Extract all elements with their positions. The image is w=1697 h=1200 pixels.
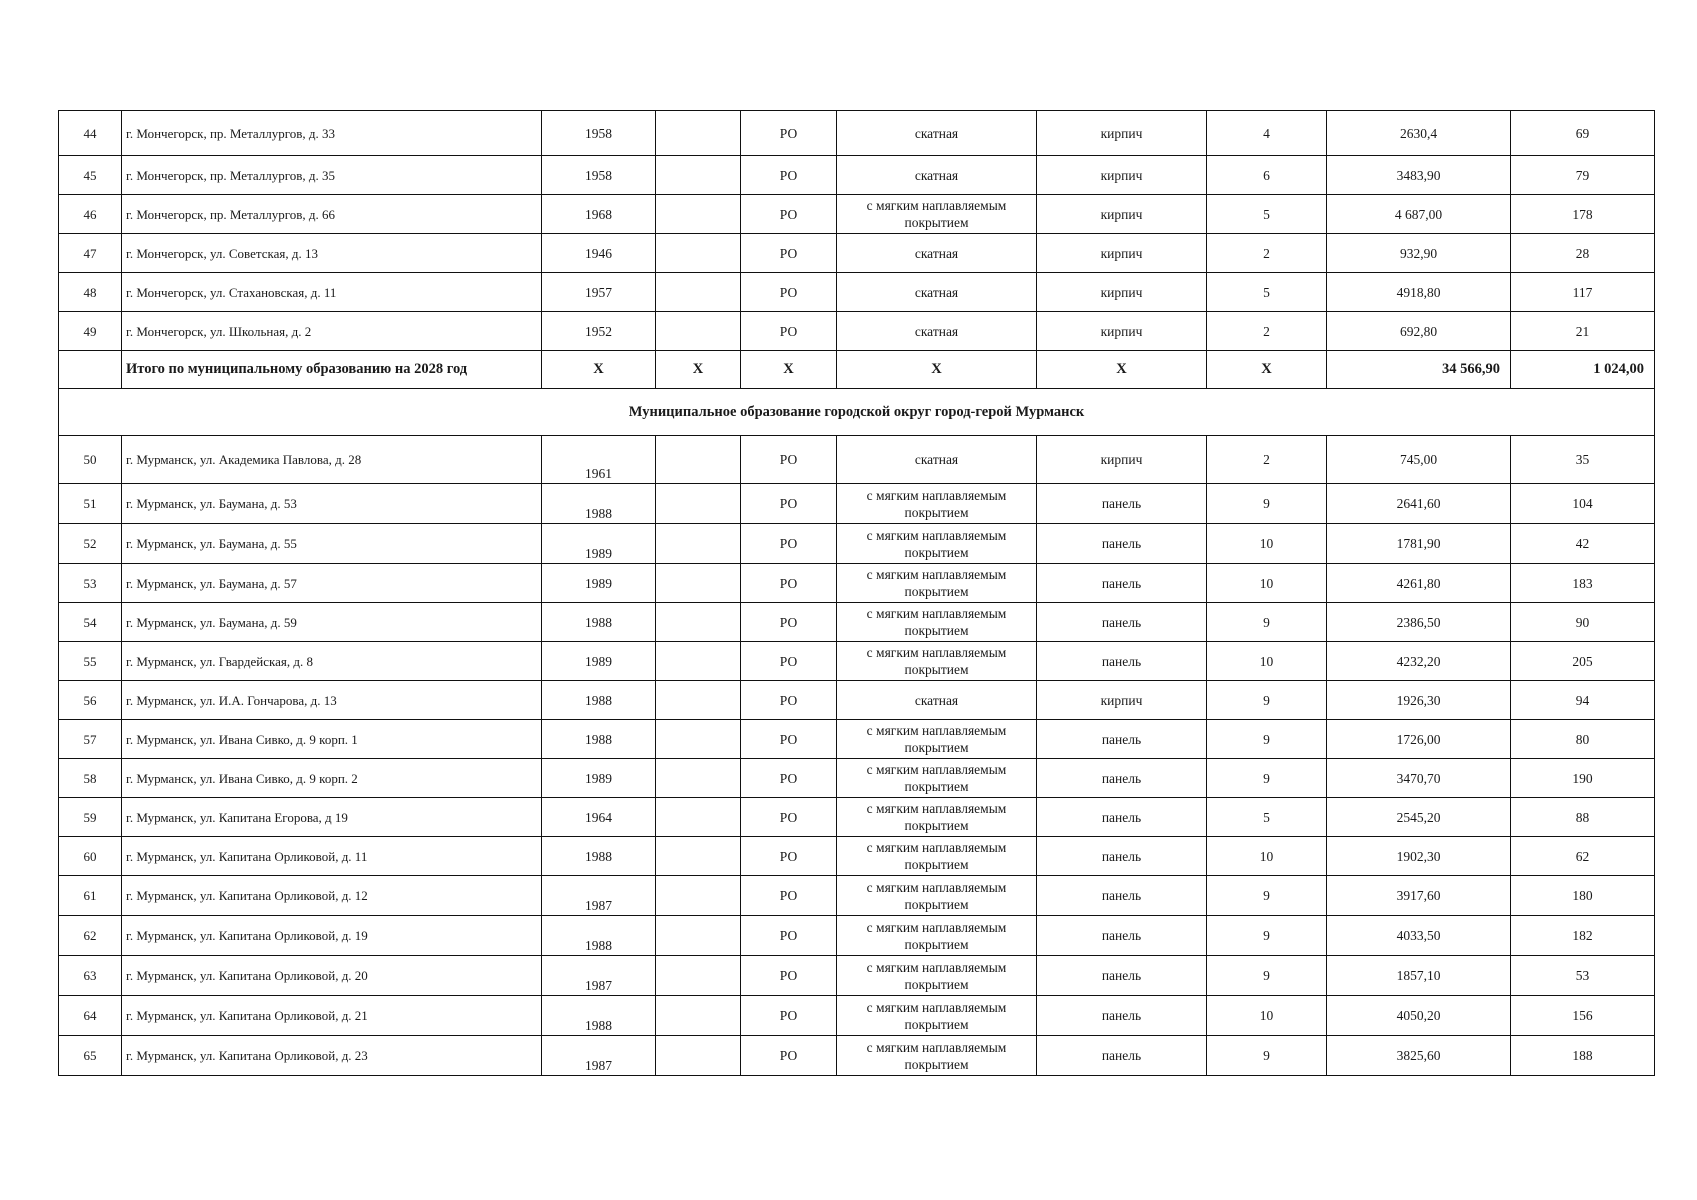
area-cell: 4232,20 <box>1327 642 1511 681</box>
row-number: 55 <box>59 642 122 681</box>
year-cell: 1989 <box>542 524 656 564</box>
roof-type-cell: скатная <box>837 436 1037 484</box>
total-mark: X <box>741 351 837 389</box>
area-cell: 2386,50 <box>1327 603 1511 642</box>
year-cell: 1988 <box>542 720 656 759</box>
floors-cell: 6 <box>1207 156 1327 195</box>
row-number: 62 <box>59 916 122 956</box>
program-type-cell: РО <box>741 642 837 681</box>
floors-cell: 9 <box>1207 720 1327 759</box>
address-cell: г. Мончегорск, пр. Металлургов, д. 66 <box>122 195 542 234</box>
row-number: 49 <box>59 312 122 351</box>
residents-cell: 53 <box>1511 956 1655 996</box>
rows-monchegorsk <box>59 111 1655 351</box>
empty-cell <box>656 564 741 603</box>
total-mark: X <box>1207 351 1327 389</box>
total-mark: X <box>837 351 1037 389</box>
residents-cell: 183 <box>1511 564 1655 603</box>
program-type-cell: РО <box>741 195 837 234</box>
program-type-cell: РО <box>741 996 837 1036</box>
floors-cell: 9 <box>1207 603 1327 642</box>
wall-material-cell: панель <box>1037 642 1207 681</box>
program-type-cell: РО <box>741 720 837 759</box>
roof-type-cell: скатная <box>837 156 1037 195</box>
year-cell: 1987 <box>542 1036 656 1076</box>
table-row <box>59 876 1655 916</box>
roof-type-cell: с мягким наплавляемым покрытием <box>837 916 1037 956</box>
empty-cell <box>656 720 741 759</box>
floors-cell: 5 <box>1207 195 1327 234</box>
row-number: 46 <box>59 195 122 234</box>
address-cell: г. Мурманск, ул. Капитана Орликовой, д. 12 <box>122 876 542 916</box>
row-number: 58 <box>59 759 122 798</box>
program-type-cell: РО <box>741 759 837 798</box>
address-cell: г. Мурманск, ул. Гвардейская, д. 8 <box>122 642 542 681</box>
residents-cell: 21 <box>1511 312 1655 351</box>
area-cell: 3483,90 <box>1327 156 1511 195</box>
year-cell: 1964 <box>542 798 656 837</box>
wall-material-cell: кирпич <box>1037 273 1207 312</box>
row-number: 47 <box>59 234 122 273</box>
year-cell: 1946 <box>542 234 656 273</box>
wall-material-cell: панель <box>1037 720 1207 759</box>
empty-cell <box>656 436 741 484</box>
area-cell: 1926,30 <box>1327 681 1511 720</box>
table-row <box>59 1036 1655 1076</box>
program-type-cell: РО <box>741 156 837 195</box>
wall-material-cell: панель <box>1037 996 1207 1036</box>
area-cell: 3917,60 <box>1327 876 1511 916</box>
roof-type-cell: с мягким наплавляемым покрытием <box>837 956 1037 996</box>
total-empty-cell <box>59 351 122 389</box>
program-type-cell: РО <box>741 916 837 956</box>
table-row <box>59 956 1655 996</box>
floors-cell: 9 <box>1207 759 1327 798</box>
roof-type-cell: скатная <box>837 681 1037 720</box>
residents-cell: 182 <box>1511 916 1655 956</box>
empty-cell <box>656 603 741 642</box>
program-type-cell: РО <box>741 1036 837 1076</box>
wall-material-cell: кирпич <box>1037 312 1207 351</box>
address-cell: г. Мончегорск, пр. Металлургов, д. 33 <box>122 111 542 156</box>
residents-cell: 156 <box>1511 996 1655 1036</box>
area-cell: 692,80 <box>1327 312 1511 351</box>
empty-cell <box>656 916 741 956</box>
table-row <box>59 312 1655 351</box>
table-row <box>59 916 1655 956</box>
empty-cell <box>656 876 741 916</box>
program-type-cell: РО <box>741 484 837 524</box>
table-row <box>59 837 1655 876</box>
table-row <box>59 273 1655 312</box>
address-cell: г. Мончегорск, пр. Металлургов, д. 35 <box>122 156 542 195</box>
residents-cell: 104 <box>1511 484 1655 524</box>
floors-cell: 9 <box>1207 484 1327 524</box>
total-mark: X <box>542 351 656 389</box>
year-cell: 1988 <box>542 996 656 1036</box>
program-type-cell: РО <box>741 681 837 720</box>
empty-cell <box>656 798 741 837</box>
residents-cell: 28 <box>1511 234 1655 273</box>
wall-material-cell: панель <box>1037 916 1207 956</box>
wall-material-cell: панель <box>1037 759 1207 798</box>
wall-material-cell: панель <box>1037 956 1207 996</box>
roof-type-cell: с мягким наплавляемым покрытием <box>837 720 1037 759</box>
address-cell: г. Мурманск, ул. Баумана, д. 59 <box>122 603 542 642</box>
year-cell: 1988 <box>542 484 656 524</box>
address-cell: г. Мурманск, ул. Капитана Орликовой, д. 19 <box>122 916 542 956</box>
address-cell: г. Мурманск, ул. Капитана Егорова, д 19 <box>122 798 542 837</box>
roof-type-cell: с мягким наплавляемым покрытием <box>837 996 1037 1036</box>
wall-material-cell: панель <box>1037 564 1207 603</box>
residents-cell: 180 <box>1511 876 1655 916</box>
wall-material-cell: кирпич <box>1037 436 1207 484</box>
roof-type-cell: с мягким наплавляемым покрытием <box>837 759 1037 798</box>
wall-material-cell: панель <box>1037 603 1207 642</box>
area-cell: 4 687,00 <box>1327 195 1511 234</box>
empty-cell <box>656 195 741 234</box>
year-cell: 1989 <box>542 564 656 603</box>
program-type-cell: РО <box>741 837 837 876</box>
empty-cell <box>656 642 741 681</box>
roof-type-cell: с мягким наплавляемым покрытием <box>837 1036 1037 1076</box>
floors-cell: 9 <box>1207 956 1327 996</box>
table-row <box>59 195 1655 234</box>
empty-cell <box>656 234 741 273</box>
residents-cell: 80 <box>1511 720 1655 759</box>
residents-cell: 62 <box>1511 837 1655 876</box>
address-cell: г. Мончегорск, ул. Советская, д. 13 <box>122 234 542 273</box>
residents-cell: 35 <box>1511 436 1655 484</box>
program-type-cell: РО <box>741 312 837 351</box>
program-type-cell: РО <box>741 956 837 996</box>
table-row <box>59 642 1655 681</box>
year-cell: 1958 <box>542 111 656 156</box>
empty-cell <box>656 1036 741 1076</box>
roof-type-cell: с мягким наплавляемым покрытием <box>837 798 1037 837</box>
buildings-table <box>58 110 1655 1076</box>
empty-cell <box>656 273 741 312</box>
section-title: Муниципальное образование городской округ город-герой Мурманск <box>59 389 1655 436</box>
address-cell: г. Мурманск, ул. Академика Павлова, д. 28 <box>122 436 542 484</box>
floors-cell: 10 <box>1207 524 1327 564</box>
area-cell: 2641,60 <box>1327 484 1511 524</box>
floors-cell: 2 <box>1207 312 1327 351</box>
year-cell: 1988 <box>542 681 656 720</box>
total-residents: 1 024,00 <box>1511 351 1655 389</box>
area-cell: 3470,70 <box>1327 759 1511 798</box>
row-number: 54 <box>59 603 122 642</box>
roof-type-cell: с мягким наплавляемым покрытием <box>837 484 1037 524</box>
residents-cell: 178 <box>1511 195 1655 234</box>
empty-cell <box>656 111 741 156</box>
total-label: Итого по муниципальному образованию на 2028 год <box>122 351 542 389</box>
floors-cell: 10 <box>1207 996 1327 1036</box>
table-row <box>59 156 1655 195</box>
empty-cell <box>656 837 741 876</box>
roof-type-cell: с мягким наплавляемым покрытием <box>837 564 1037 603</box>
row-number: 63 <box>59 956 122 996</box>
empty-cell <box>656 484 741 524</box>
wall-material-cell: кирпич <box>1037 195 1207 234</box>
residents-cell: 94 <box>1511 681 1655 720</box>
residents-cell: 69 <box>1511 111 1655 156</box>
roof-type-cell: скатная <box>837 111 1037 156</box>
empty-cell <box>656 156 741 195</box>
program-type-cell: РО <box>741 273 837 312</box>
area-cell: 2630,4 <box>1327 111 1511 156</box>
total-block <box>59 351 1655 436</box>
row-number: 45 <box>59 156 122 195</box>
row-number: 65 <box>59 1036 122 1076</box>
floors-cell: 4 <box>1207 111 1327 156</box>
total-mark: X <box>1037 351 1207 389</box>
section-header-row <box>59 389 1655 436</box>
row-number: 52 <box>59 524 122 564</box>
table-row <box>59 524 1655 564</box>
residents-cell: 117 <box>1511 273 1655 312</box>
wall-material-cell: панель <box>1037 484 1207 524</box>
floors-cell: 9 <box>1207 681 1327 720</box>
residents-cell: 79 <box>1511 156 1655 195</box>
area-cell: 4033,50 <box>1327 916 1511 956</box>
row-number: 53 <box>59 564 122 603</box>
area-cell: 1781,90 <box>1327 524 1511 564</box>
floors-cell: 2 <box>1207 234 1327 273</box>
total-mark: X <box>656 351 741 389</box>
program-type-cell: РО <box>741 111 837 156</box>
empty-cell <box>656 312 741 351</box>
empty-cell <box>656 681 741 720</box>
area-cell: 745,00 <box>1327 436 1511 484</box>
row-number: 61 <box>59 876 122 916</box>
table-row <box>59 564 1655 603</box>
program-type-cell: РО <box>741 524 837 564</box>
wall-material-cell: панель <box>1037 876 1207 916</box>
floors-cell: 9 <box>1207 876 1327 916</box>
address-cell: г. Мурманск, ул. Ивана Сивко, д. 9 корп. 1 <box>122 720 542 759</box>
address-cell: г. Мурманск, ул. Ивана Сивко, д. 9 корп. 2 <box>122 759 542 798</box>
row-number: 56 <box>59 681 122 720</box>
year-cell: 1957 <box>542 273 656 312</box>
program-type-cell: РО <box>741 798 837 837</box>
address-cell: г. Мурманск, ул. Баумана, д. 55 <box>122 524 542 564</box>
row-number: 64 <box>59 996 122 1036</box>
address-cell: г. Мурманск, ул. И.А. Гончарова, д. 13 <box>122 681 542 720</box>
year-cell: 1988 <box>542 603 656 642</box>
address-cell: г. Мурманск, ул. Баумана, д. 57 <box>122 564 542 603</box>
program-type-cell: РО <box>741 436 837 484</box>
empty-cell <box>656 759 741 798</box>
roof-type-cell: с мягким наплавляемым покрытием <box>837 603 1037 642</box>
row-number: 48 <box>59 273 122 312</box>
table-row <box>59 798 1655 837</box>
area-cell: 4918,80 <box>1327 273 1511 312</box>
year-cell: 1987 <box>542 956 656 996</box>
residents-cell: 188 <box>1511 1036 1655 1076</box>
table-row <box>59 111 1655 156</box>
floors-cell: 10 <box>1207 837 1327 876</box>
row-number: 59 <box>59 798 122 837</box>
program-type-cell: РО <box>741 876 837 916</box>
year-cell: 1988 <box>542 916 656 956</box>
roof-type-cell: скатная <box>837 312 1037 351</box>
floors-cell: 2 <box>1207 436 1327 484</box>
wall-material-cell: панель <box>1037 1036 1207 1076</box>
table-row <box>59 484 1655 524</box>
address-cell: г. Мончегорск, ул. Школьная, д. 2 <box>122 312 542 351</box>
row-number: 60 <box>59 837 122 876</box>
program-type-cell: РО <box>741 564 837 603</box>
roof-type-cell: с мягким наплавляемым покрытием <box>837 837 1037 876</box>
table-row <box>59 759 1655 798</box>
area-cell: 1902,30 <box>1327 837 1511 876</box>
wall-material-cell: панель <box>1037 524 1207 564</box>
area-cell: 1726,00 <box>1327 720 1511 759</box>
residents-cell: 205 <box>1511 642 1655 681</box>
address-cell: г. Мурманск, ул. Капитана Орликовой, д. 21 <box>122 996 542 1036</box>
floors-cell: 9 <box>1207 916 1327 956</box>
row-number: 44 <box>59 111 122 156</box>
year-cell: 1988 <box>542 837 656 876</box>
wall-material-cell: кирпич <box>1037 156 1207 195</box>
address-cell: г. Мончегорск, ул. Стахановская, д. 11 <box>122 273 542 312</box>
residents-cell: 88 <box>1511 798 1655 837</box>
empty-cell <box>656 524 741 564</box>
year-cell: 1987 <box>542 876 656 916</box>
floors-cell: 9 <box>1207 1036 1327 1076</box>
wall-material-cell: панель <box>1037 798 1207 837</box>
address-cell: г. Мурманск, ул. Капитана Орликовой, д. 11 <box>122 837 542 876</box>
year-cell: 1989 <box>542 642 656 681</box>
program-type-cell: РО <box>741 603 837 642</box>
area-cell: 4050,20 <box>1327 996 1511 1036</box>
residents-cell: 42 <box>1511 524 1655 564</box>
table-row <box>59 681 1655 720</box>
total-area: 34 566,90 <box>1327 351 1511 389</box>
roof-type-cell: с мягким наплавляемым покрытием <box>837 876 1037 916</box>
table-row <box>59 720 1655 759</box>
address-cell: г. Мурманск, ул. Капитана Орликовой, д. 20 <box>122 956 542 996</box>
area-cell: 1857,10 <box>1327 956 1511 996</box>
area-cell: 4261,80 <box>1327 564 1511 603</box>
area-cell: 2545,20 <box>1327 798 1511 837</box>
wall-material-cell: кирпич <box>1037 681 1207 720</box>
roof-type-cell: с мягким наплавляемым покрытием <box>837 524 1037 564</box>
empty-cell <box>656 996 741 1036</box>
area-cell: 932,90 <box>1327 234 1511 273</box>
year-cell: 1958 <box>542 156 656 195</box>
table-row <box>59 996 1655 1036</box>
roof-type-cell: скатная <box>837 273 1037 312</box>
program-type-cell: РО <box>741 234 837 273</box>
wall-material-cell: кирпич <box>1037 234 1207 273</box>
empty-cell <box>656 956 741 996</box>
floors-cell: 5 <box>1207 273 1327 312</box>
row-number: 51 <box>59 484 122 524</box>
total-row <box>59 351 1655 389</box>
roof-type-cell: с мягким наплавляемым покрытием <box>837 642 1037 681</box>
year-cell: 1961 <box>542 436 656 484</box>
wall-material-cell: панель <box>1037 837 1207 876</box>
floors-cell: 5 <box>1207 798 1327 837</box>
residents-cell: 190 <box>1511 759 1655 798</box>
floors-cell: 10 <box>1207 642 1327 681</box>
table-row <box>59 436 1655 484</box>
year-cell: 1952 <box>542 312 656 351</box>
rows-murmansk <box>59 436 1655 1076</box>
wall-material-cell: кирпич <box>1037 111 1207 156</box>
row-number: 50 <box>59 436 122 484</box>
row-number: 57 <box>59 720 122 759</box>
roof-type-cell: с мягким наплавляемым покрытием <box>837 195 1037 234</box>
address-cell: г. Мурманск, ул. Капитана Орликовой, д. 23 <box>122 1036 542 1076</box>
roof-type-cell: скатная <box>837 234 1037 273</box>
year-cell: 1968 <box>542 195 656 234</box>
floors-cell: 10 <box>1207 564 1327 603</box>
residents-cell: 90 <box>1511 603 1655 642</box>
area-cell: 3825,60 <box>1327 1036 1511 1076</box>
year-cell: 1989 <box>542 759 656 798</box>
table-row <box>59 234 1655 273</box>
address-cell: г. Мурманск, ул. Баумана, д. 53 <box>122 484 542 524</box>
table-row <box>59 603 1655 642</box>
